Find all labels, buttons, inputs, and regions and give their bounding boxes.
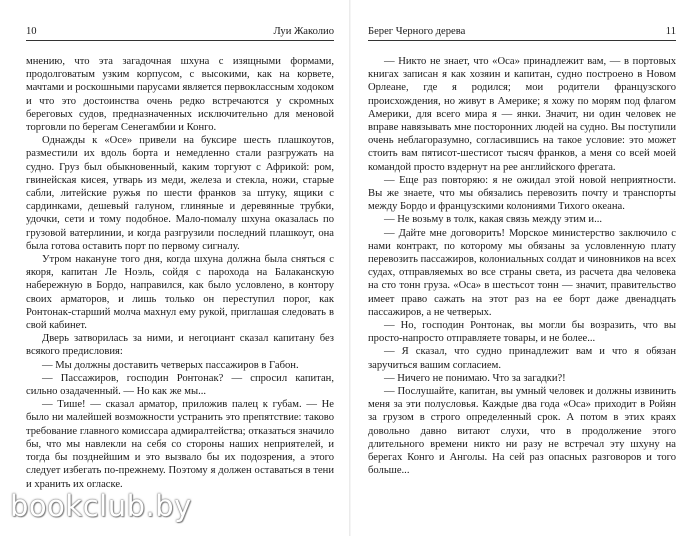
book-spine — [349, 0, 351, 536]
right-running-head — [368, 26, 676, 41]
paragraph: Дверь затворилась за ними, и негоциант сказал капитану без всякого предисловия: — [26, 333, 334, 358]
left-running-head — [26, 26, 334, 41]
dialogue-line: — Мы должны доставить четверых пассажиров в Габон. — [42, 359, 299, 371]
paragraph: мнению, что эта загадочная шхуна с изящными формами, продолговатым узким корпусом, с высокими, как на корвете, мачтами и роскошными парусами является первоклассным ходоком и что это достоинства очень редко встречаются у скромных береговых судов, предназначенных исключительно для меновой торговли по берегам Сенегамбии и Конго. — [26, 56, 334, 134]
page-number-left: 10 — [26, 26, 37, 37]
dialogue-line: — Еще раз повторяю: я не ожидал этой новой неприятности. Вы же знаете, что мы обязались перевозить почту и транспорты между Бордо и французскими колониями Тихого океана. — [368, 174, 676, 213]
right-page — [368, 26, 676, 496]
dialogue-line: — Но, господин Ронтонак, вы могли бы возразить, что вы просто-напросто отправляете товары, и не более... — [368, 320, 676, 345]
dialogue-line: — Пассажиров, господин Ронтонак? — спросил капитан, сильно озадаченный. — Но как же мы... — [26, 372, 334, 398]
left-page — [26, 26, 334, 496]
dialogue-line: — Тише! — сказал арматор, приложив палец к губам. — Не было ни малейшей возможности устранить это препятствие: таково требование главного комиссара адмиралтейства; отказаться значило бы, что мы навлекли на себя со стороны наших неприятелей, и тогда бы позднейшим и это вызвало бы их подозрения, а этого следует избегать по-прежнему. Поэтому я должен оставаться в тени и хранить их огласке. — [26, 399, 334, 490]
paragraph: Утром накануне того дня, когда шхуна должна была сняться с якоря, капитан Ле Ноэль, сойдя с парохода на Балаканскую набережную в Бордо, направился, как было условлено, в контору своих арматоров, и лишь только он переступил порог, как Ронтонак-старший молча махнул ему рукой, приглашая следовать в свой кабинет. — [26, 254, 334, 332]
dialogue-line: — Послушайте, капитан, вы умный человек и должны извинить меня за эти полусловья. Каждые два года «Оса» приходит в Ройян за грузом в строго определенный срок. А потом в этих краях довольно давно витают слухи, что в продолжение этого длительного времени никто ни разу не встречал эту шхуну на берегах Конго и Анголы. На сей раз опасных разговоров и того больше... — [368, 386, 676, 477]
running-title-author: Луи Жаколио — [273, 26, 334, 37]
dialogue-line: — Не возьму в толк, какая связь между этим и... — [384, 214, 603, 226]
watermark-logo: bookclub.by — [10, 489, 192, 523]
page-number-right: 11 — [665, 26, 676, 37]
dialogue-line: — Никто не знает, что «Оса» принадлежит вам, — в портовых книгах записан я как хозяин и капитан, судно построено в Новом Орлеане, где я родился; мои родители французского происхождения, но живут в Америке; я хожу по морям под флагом Америки, для всего мира я — янки. Значит, ни один человек не вправе навязывать мне посторонних людей на судно. Вы поступили очень неблагоразумно, согласившись на такое условие: это может стоить вам пятисот-шестисот тысяч франков, а меня со всей моей командой просто вздернут на рее английского фрегата. — [368, 56, 676, 173]
dialogue-line: — Я сказал, что судно принадлежит вам и что я обязан заручиться вашим согласием. — [368, 346, 676, 371]
dialogue-line: — Ничего не понимаю. Что за загадки?! — [384, 372, 566, 384]
dialogue-line: — Дайте мне договорить! Морское министерство заключило с нами контракт, по которому мы обязаны за условленную плату перевозить пассажиров, колониальных солдат и чиновников на всех судах, отправляемых во все страны света, из расчета два человека на сто тонн груза. «Оса» в шестьсот тонн — значит, правительство имеет право сажать на этот раз на ее борт даже двенадцать пассажиров, а не четверых. — [368, 227, 676, 318]
running-title-book: Берег Черного дерева — [368, 26, 466, 37]
paragraph: Однажды к «Осе» привели на буксире шесть плашкоутов, разместили их вдоль борта и немедленно стали разгружать на судно. Груз был обыкновенный, каким торгуют с Африкой: ром, гвинейская кисея, утварь из меди, железа и стекла, ножи, старые сабли, литейские ружья по шести франков за штуку, ящики с сардинками, дешевый галуном, глиняные и деревянные трубки, удочки, сети и тому подобное. Мало-помалу шхуна оказалась по грузовой ватерлинии, и когда разгрузили последний плашкоут, она была готова оставить порт по первому сигналу. — [26, 135, 334, 252]
